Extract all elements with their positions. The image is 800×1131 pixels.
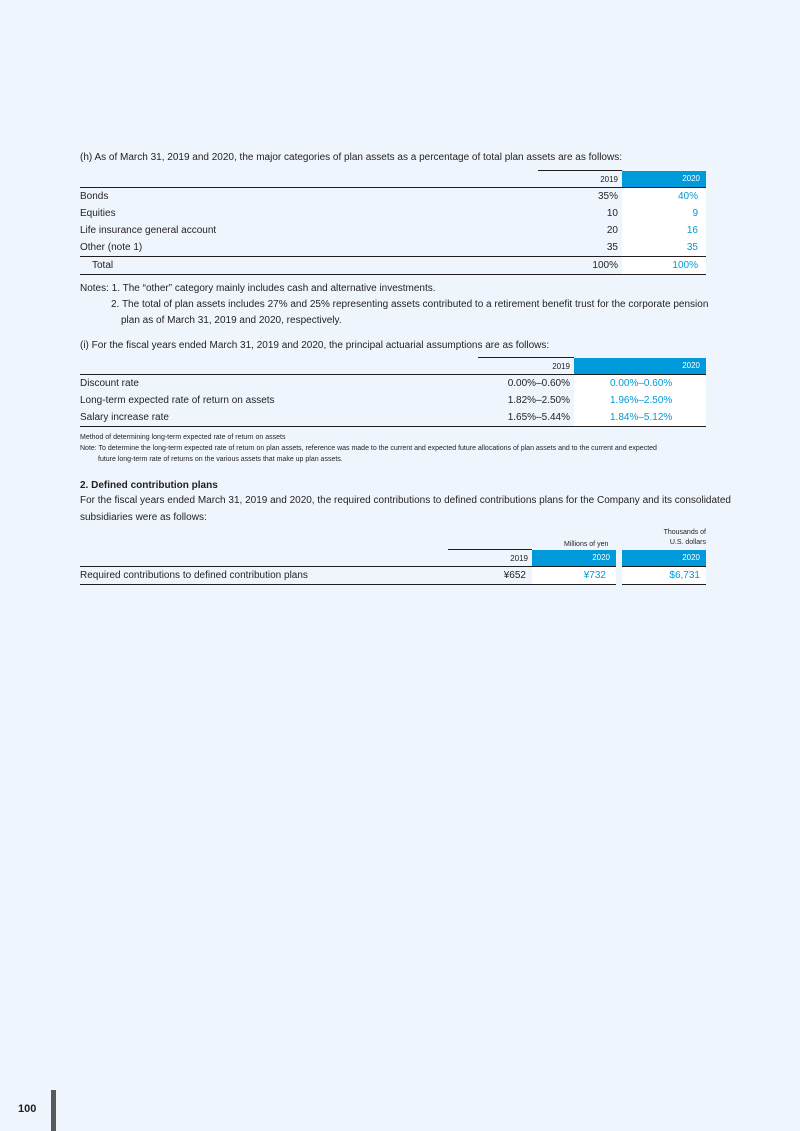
value-2020: 16 bbox=[622, 222, 706, 239]
header-2019: 2019 bbox=[448, 550, 532, 567]
value-2020: 40% bbox=[622, 188, 706, 206]
section-2-intro-line-2: subsidiaries were as follows: bbox=[80, 512, 207, 523]
note-2-line-1: 2. The total of plan assets includes 27% and 25% representing assets contributed to a retirement benefit trust for the corporate pension bbox=[111, 299, 709, 310]
note-1: Notes: 1. The “other” category mainly includes cash and alternative investments. bbox=[80, 283, 436, 294]
row-label: Equities bbox=[80, 208, 116, 219]
table-header-row bbox=[80, 171, 706, 188]
header-2020: 2020 bbox=[622, 171, 706, 188]
section-h-intro: (h) As of March 31, 2019 and 2020, the major categories of plan assets as a percentage of total plan assets are as follows: bbox=[80, 152, 622, 163]
method-note-line-2: future long-term rate of returns on the various assets that make up plan assets. bbox=[98, 456, 343, 463]
total-label: Total bbox=[80, 257, 538, 275]
value-2020: 9 bbox=[622, 205, 706, 222]
row-label: Discount rate bbox=[80, 375, 478, 393]
value-2019: ¥652 bbox=[448, 567, 532, 585]
section-2-intro-line-1: For the fiscal years ended March 31, 2019 and 2020, the required contributions to defined contributions plans for the Company and its consolidated bbox=[80, 495, 731, 506]
section-i-intro: (i) For the fiscal years ended March 31, 2019 and 2020, the principal actuarial assumptions are as follows: bbox=[80, 340, 550, 351]
plan-assets-table bbox=[80, 170, 706, 275]
total-row bbox=[80, 257, 706, 275]
header-2020: 2020 bbox=[574, 358, 706, 375]
value-2019: 35% bbox=[538, 188, 622, 206]
table-header-row bbox=[80, 358, 706, 375]
unit-us-dollars: U.S. dollars bbox=[669, 539, 706, 546]
value-2020: ¥732 bbox=[532, 567, 616, 585]
method-note-line-1: Note: To determine the long-term expected rate of return on plan assets, reference was made to the current and expected future allocations of plan assets and to the current and expected bbox=[80, 445, 657, 452]
header-2019: 2019 bbox=[478, 358, 574, 375]
row-label: Other (note 1) bbox=[80, 239, 538, 257]
table-row bbox=[80, 239, 706, 257]
section-2-heading: 2. Defined contribution plans bbox=[80, 480, 218, 491]
row-label: Long-term expected rate of return on assets bbox=[80, 395, 275, 406]
value-2020: 35 bbox=[622, 239, 706, 257]
row-label: Salary increase rate bbox=[80, 409, 478, 427]
header-2020: 2020 bbox=[532, 550, 616, 567]
value-2019: 1.82%–2.50% bbox=[507, 395, 570, 406]
total-2019: 100% bbox=[538, 257, 622, 275]
table-header-row bbox=[80, 550, 706, 567]
method-title: Method of determining long-term expected rate of return on assets bbox=[80, 434, 286, 441]
page-number-bar bbox=[51, 1090, 56, 1131]
table-row bbox=[80, 188, 706, 206]
table-row bbox=[80, 409, 706, 427]
row-label: Required contributions to defined contribution plans bbox=[80, 567, 448, 585]
value-2019: 35 bbox=[538, 239, 622, 257]
header-2019: 2019 bbox=[538, 171, 622, 188]
actuarial-assumptions-table bbox=[80, 357, 706, 427]
header-usd-2020: 2020 bbox=[622, 550, 706, 567]
value-2020: 1.84%–5.12% bbox=[574, 409, 706, 427]
row-label: Bonds bbox=[80, 188, 538, 206]
total-2020: 100% bbox=[622, 257, 706, 275]
table-row bbox=[80, 205, 706, 222]
page-number: 100 bbox=[18, 1103, 37, 1115]
unit-millions-of-yen: Millions of yen bbox=[564, 541, 609, 548]
defined-contribution-table bbox=[80, 549, 706, 585]
value-2020: 0.00%–0.60% bbox=[574, 375, 706, 393]
table-row bbox=[80, 222, 706, 239]
note-2-line-2: plan as of March 31, 2019 and 2020, respectively. bbox=[121, 315, 342, 326]
table-row bbox=[80, 375, 706, 393]
row-label: Life insurance general account bbox=[80, 225, 217, 236]
value-usd-2020: $6,731 bbox=[622, 567, 706, 585]
value-2019: 0.00%–0.60% bbox=[478, 375, 574, 393]
value-2019: 20 bbox=[606, 225, 618, 236]
value-2020: 1.96%–2.50% bbox=[574, 392, 706, 409]
table-row bbox=[80, 567, 706, 585]
value-2019: 10 bbox=[606, 208, 618, 219]
unit-thousands-of: Thousands of bbox=[663, 529, 706, 536]
value-2019: 1.65%–5.44% bbox=[478, 409, 574, 427]
table-row bbox=[80, 392, 706, 409]
